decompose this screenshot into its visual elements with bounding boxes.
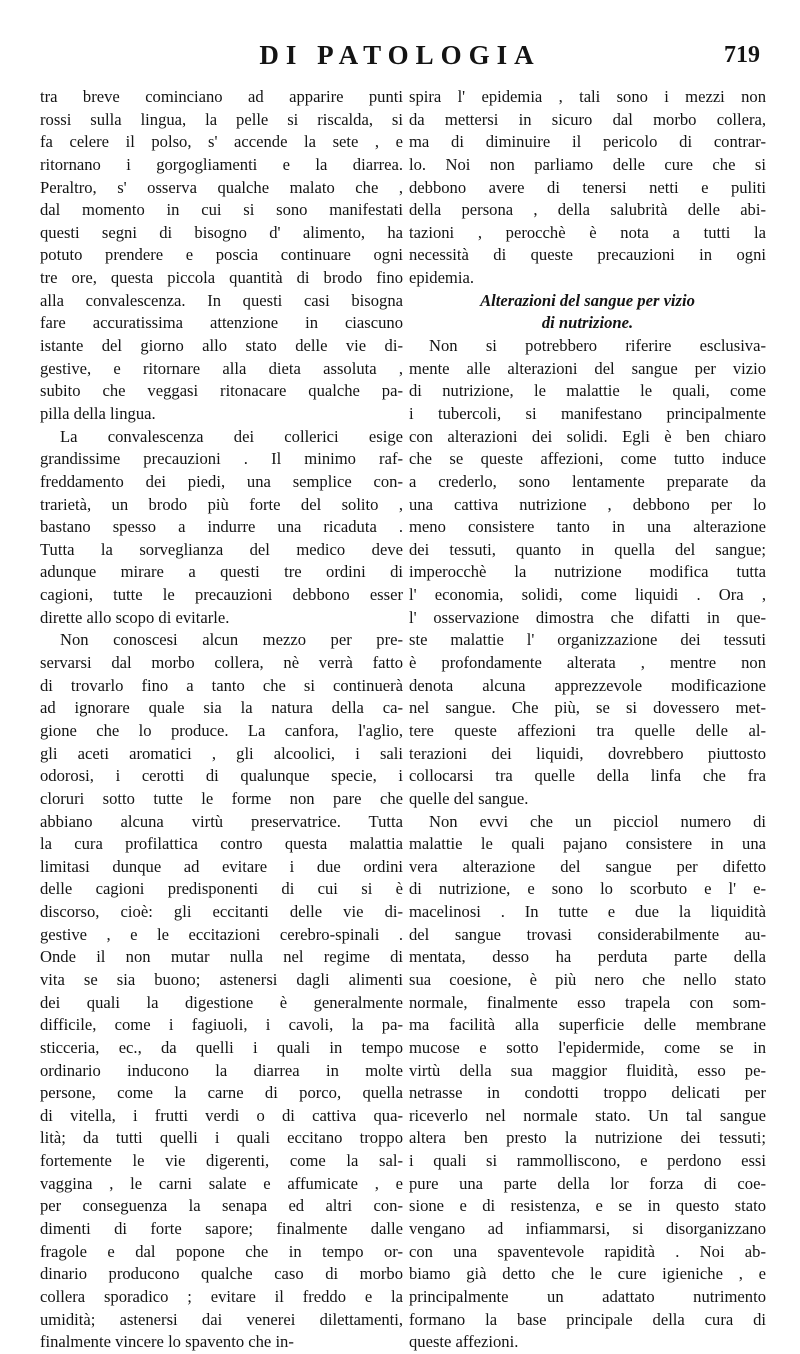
text-line: altera ben presto la nutrizione dei tessuti; — [409, 1128, 766, 1148]
section-heading-line: Alterazioni del sangue per vizio — [480, 290, 695, 310]
text-line: terazioni dei liquidi, dovrebbero piuttosto — [409, 743, 766, 763]
text-line: debbono avere di tenersi netti e puliti — [409, 177, 766, 197]
text-line: Peraltro, s' osserva qualche malato che , — [40, 177, 403, 197]
text-line: del sangue trovasi considerabilmente au- — [409, 924, 766, 944]
text-line: lità; da tutti quelli i quali eccitano troppo — [40, 1128, 403, 1148]
text-line: Non si potrebbero riferire esclusiva- — [429, 336, 766, 356]
text-line: netrasse in condotti troppo delicati per — [409, 1083, 766, 1103]
text-line: vita se sia buono; astenersi dagli alimenti — [40, 969, 403, 989]
text-line: di trovarlo fino a tanto che si continuerà — [40, 675, 403, 695]
text-line: dimenti di forte sapore; finalmente dalle — [40, 1219, 403, 1239]
text-line: collera sporadico ; evitare il freddo e la — [40, 1286, 403, 1306]
text-line: imperocchè la nutrizione modifica tutta — [409, 562, 766, 582]
text-line: malattie le quali pajano consistere in una — [409, 834, 766, 854]
text-line: pure una parte della lor forza di coe- — [409, 1173, 766, 1193]
text-line: potuto prendere e poscia continuare ogni — [40, 245, 403, 265]
text-line: dei tessuti, quanto in quella del sangue; — [409, 539, 766, 559]
right-column — [409, 86, 766, 1354]
text-line: dinario producono qualche caso di morbo — [40, 1264, 403, 1284]
text-line: fare accuratissima attenzione in ciascuno — [40, 313, 403, 333]
text-line: difficile, come i fagiuoli, i cavoli, la pa- — [40, 1015, 403, 1035]
text-line: l' osservazione dimostra che difatti in que- — [409, 607, 766, 627]
text-line: queste affezioni. — [409, 1332, 519, 1352]
text-line: Non conoscesi alcun mezzo per pre- — [60, 630, 403, 650]
text-line: gli aceti aromatici , gli alcoolici, i sali — [40, 743, 403, 763]
text-line: cloruri sotto tutte le forme non pare che — [40, 788, 403, 808]
text-line: La convalescenza dei collerici esige — [60, 426, 403, 446]
text-line: persone, come la carne di porco, quella — [40, 1083, 403, 1103]
text-line: gestive, e ritornare alla dieta assoluta , — [40, 358, 403, 378]
text-line: dirette allo scopo di evitarle. — [40, 607, 230, 627]
text-line: lo. Noi non parliamo delle cure che si — [409, 154, 766, 174]
text-line: tre ore, questa piccola quantità di brodo fino — [40, 268, 403, 288]
text-line: di nutrizione, le malattie le quali, come — [409, 381, 766, 401]
text-line: finalmente vincere lo spavento che in- — [40, 1332, 294, 1352]
text-line: ad ignorare quale sia la natura della ca- — [40, 698, 403, 718]
text-line: gione che lo produce. La canfora, l'aglio, — [40, 720, 403, 740]
text-line: odorosi, i cerotti di qualunque specie, i — [40, 766, 403, 786]
text-line: pilla della lingua. — [40, 403, 156, 423]
text-line: di vitella, i frutti verdi o di cattiva qua- — [40, 1105, 403, 1125]
running-title: DI PATOLOGIA — [259, 40, 541, 70]
left-column — [40, 86, 403, 1354]
text-line: meno consistere tanto in una alterazione — [409, 517, 766, 537]
text-line: denota alcuna apprezzevole modificazione — [409, 675, 766, 695]
text-line: istante del giorno allo stato delle vie di- — [40, 336, 403, 356]
text-line: dei quali la digestione è generalmente — [40, 992, 403, 1012]
text-line: quelle del sangue. — [409, 788, 529, 808]
text-line: fragole e dal popone che in tempo or- — [40, 1241, 403, 1261]
text-line: virtù della sua maggior fluidità, esso pe- — [409, 1060, 766, 1080]
text-line: vengano ad infiammarsi, si disorganizzano — [409, 1219, 766, 1239]
text-line: Onde il non mutar nulla nel regime di — [40, 947, 403, 967]
text-line: la cura profilattica contro questa malattia — [40, 834, 403, 854]
text-line: bastano spesso a indurre una ricaduta . — [40, 517, 403, 537]
text-line: subito che veggasi ritonacare qualche pa- — [40, 381, 403, 401]
text-line: è profondamente alterata , mentre non — [409, 653, 766, 673]
text-line: ma facilità alla superficie delle membrane — [409, 1015, 766, 1035]
text-line: servarsi dal morbo collera, nè verrà fatto — [40, 653, 403, 673]
text-line: una cattiva nutrizione , debbono per lo — [409, 494, 766, 514]
text-line: adunque mirare a questi tre ordini di — [40, 562, 403, 582]
text-line: biamo già detto che le cure igieniche , e — [409, 1264, 766, 1284]
text-line: di nutrizione, e sono lo scorbuto e l' e- — [409, 879, 766, 899]
text-line: riceverlo nel normale stato. Un tal sangue — [409, 1105, 766, 1125]
text-line: trarietà, un brodo più forte del solito , — [40, 494, 403, 514]
text-line: spira l' epidemia , tali sono i mezzi non — [409, 87, 766, 106]
text-line: i tubercoli, si manifestano principalmente — [409, 403, 766, 423]
text-line: ordinario inducono la diarrea in molte — [40, 1060, 403, 1080]
running-head — [0, 40, 800, 80]
text-line: mente alle alterazioni del sangue per vizio — [409, 358, 766, 378]
text-line: limitasi dunque ad evitare i due ordini — [40, 856, 403, 876]
text-line: della persona , della salubrità delle abi- — [409, 200, 766, 220]
text-line: normale, finalmente esso trapela con som- — [409, 992, 766, 1012]
text-line: necessità di queste precauzioni in ogni — [409, 245, 766, 265]
text-line: fa celere il polso, s' accende la sete , e — [40, 132, 403, 152]
text-line: macelinosi . In tutte e due la liquidità — [409, 902, 766, 922]
text-line: abbiano alcuna virtù preservatrice. Tutta — [40, 811, 403, 831]
text-line: freddamento dei piedi, una semplice con- — [40, 471, 403, 491]
text-line: da mettersi in sicuro dal morbo collera, — [409, 109, 766, 129]
text-line: nel sangue. Che più, se si dovessero met- — [409, 698, 766, 718]
text-line: alla convalescenza. In questi casi bisogna — [40, 290, 403, 310]
text-line: epidemia. — [409, 268, 474, 288]
text-line: rossi sulla lingua, la pelle si riscalda, si — [40, 109, 403, 129]
text-line: dal momento in cui si sono manifestati — [40, 200, 403, 220]
text-line: Non evvi che un picciol numero di — [429, 811, 766, 831]
text-line: fortemente le vie digerenti, come la sal- — [40, 1151, 403, 1171]
text-line: ste malattie l' organizzazione dei tessuti — [409, 630, 766, 650]
text-line: collocarsi tra quelle della linfa che fra — [409, 766, 766, 786]
text-line: cagioni, tutte le precauzioni debbono esser — [40, 585, 403, 605]
text-line: ritornano i gorgogliamenti e la diarrea. — [40, 154, 403, 174]
text-line: vera alterazione del sangue per difetto — [409, 856, 766, 876]
text-line: mentata, desso ha perduta parte della — [409, 947, 766, 967]
text-line: discorso, cioè: gli eccitanti delle vie di- — [40, 902, 403, 922]
text-line: sione e di resistenza, e se in questo stato — [409, 1196, 766, 1216]
text-line: tere queste affezioni tra quelle delle al- — [409, 720, 766, 740]
text-line: grandissime precauzioni . Il minimo raf- — [40, 449, 403, 469]
text-line: formano la base principale della cura di — [409, 1309, 766, 1329]
text-line: sticceria, ec., da quelli i quali in tempo — [40, 1037, 403, 1057]
text-line: tra breve cominciano ad apparire punti — [40, 87, 403, 106]
text-line: Tutta la sorveglianza del medico deve — [40, 539, 403, 559]
text-line: che se queste affezioni, come tutto induce — [409, 449, 766, 469]
text-line: principalmente un adattato nutrimento — [409, 1286, 766, 1306]
text-line: per conseguenza la senapa ed altri con- — [40, 1196, 403, 1216]
text-line: mucose e sotto l'epidermide, come se in — [409, 1037, 766, 1057]
text-line: umidità; astenersi dai venerei dilettamenti, — [40, 1309, 403, 1329]
text-line: con una spaventevole rapidità . Noi ab- — [409, 1241, 766, 1261]
text-line: sua coesione, è più nero che nello stato — [409, 969, 766, 989]
text-line: gestive , e le eccitazioni cerebro-spinali . — [40, 924, 403, 944]
text-line: delle cagioni predisponenti di cui si è — [40, 879, 403, 899]
text-line: a crederlo, sono lentamente preparate da — [409, 471, 766, 491]
page-number: 719 — [724, 42, 760, 68]
text-line: l' economia, solidi, come liquidi . Ora , — [409, 585, 766, 605]
text-line: con alterazioni dei solidi. Egli è ben chiaro — [409, 426, 766, 446]
text-line: i quali si rammolliscono, e perdono essi — [409, 1151, 766, 1171]
text-line: ma di diminuire il pericolo di contrar- — [409, 132, 766, 152]
text-line: vaggina , le carni salate e affumicate , e — [40, 1173, 403, 1193]
text-line: questi segni di bisogno d' alimento, ha — [40, 222, 403, 242]
section-heading-line: di nutrizione. — [541, 313, 634, 333]
text-line: tazioni , perocchè è nota a tutti la — [409, 222, 766, 242]
